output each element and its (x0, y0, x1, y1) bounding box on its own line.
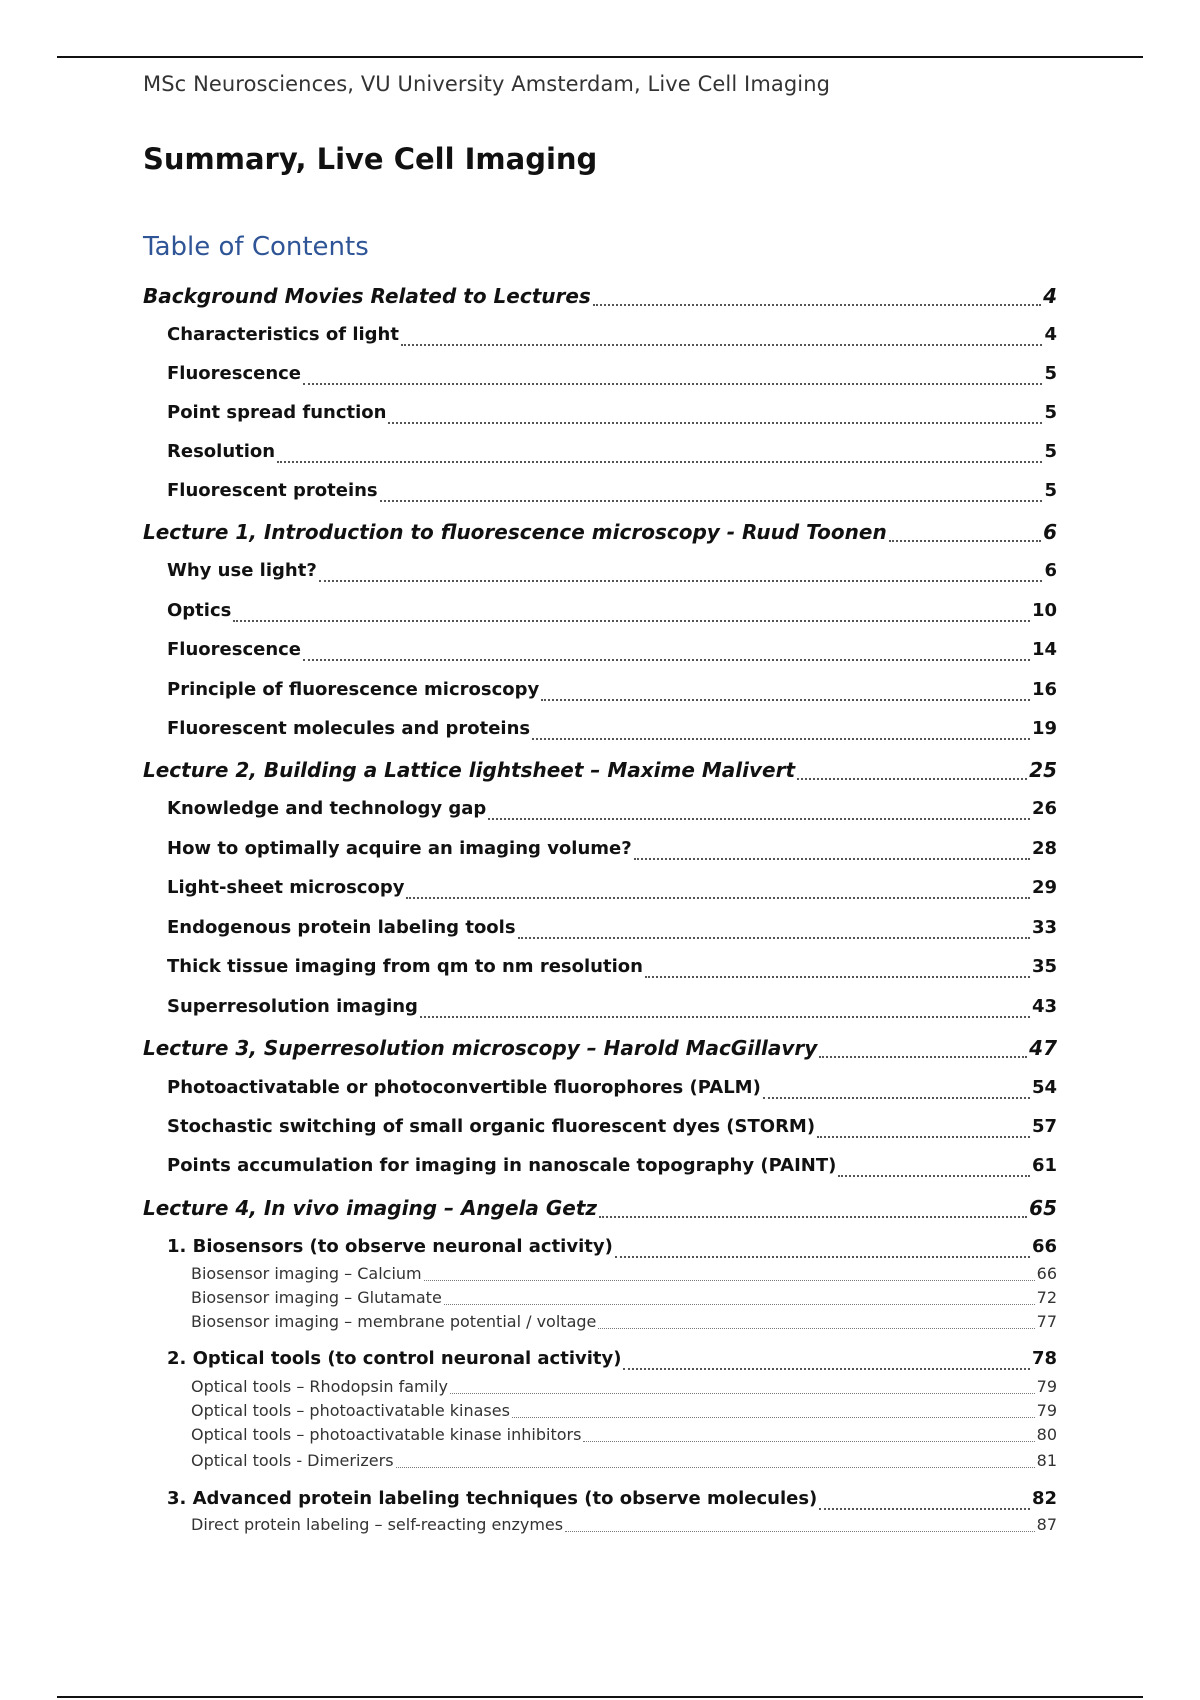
toc-entry-text: Optical tools – Rhodopsin family (191, 1377, 448, 1396)
dot-leader (623, 1368, 1029, 1370)
toc-entry-text: Lecture 4, In vivo imaging – Angela Getz (143, 1196, 598, 1220)
toc-entry[interactable] (143, 520, 1057, 548)
toc-entry-text: Why use light? (167, 560, 317, 581)
toc-entry[interactable] (191, 1401, 1057, 1423)
toc-entry-text: Point spread function (167, 402, 387, 423)
dot-leader (583, 1441, 1034, 1442)
dot-leader (388, 422, 1042, 424)
dot-leader (488, 818, 1030, 820)
dot-leader (645, 976, 1030, 978)
dot-leader (817, 1136, 1030, 1138)
top-rule (57, 56, 1143, 58)
toc-entry[interactable] (167, 363, 1057, 391)
toc-entry[interactable] (191, 1451, 1057, 1473)
toc-entry-page: 33 (1031, 917, 1057, 938)
bottom-rule (57, 1696, 1143, 1698)
dot-leader (518, 937, 1030, 939)
dot-leader (406, 897, 1030, 899)
toc-entry-page: 81 (1036, 1451, 1057, 1470)
toc-entry-text: Knowledge and technology gap (167, 798, 487, 819)
toc-entry-text: Optical tools – photoactivatable kinases (191, 1401, 510, 1420)
toc-entry-text: Endogenous protein labeling tools (167, 917, 516, 938)
dot-leader (599, 1216, 1027, 1218)
toc-heading: Table of Contents (143, 232, 369, 262)
dot-leader (380, 500, 1043, 502)
toc-entry-text: Direct protein labeling – self-reacting enzymes (191, 1515, 564, 1534)
toc-entry-page: 10 (1031, 600, 1057, 621)
toc-entry-page: 43 (1031, 996, 1057, 1017)
toc-entry[interactable] (167, 877, 1057, 905)
dot-leader (444, 1304, 1035, 1305)
toc-entry-page: 72 (1036, 1288, 1057, 1307)
toc-entry[interactable] (167, 838, 1057, 866)
toc-entry[interactable] (167, 560, 1057, 588)
toc-entry[interactable] (167, 639, 1057, 667)
toc-entry-text: Fluorescence (167, 639, 302, 660)
toc-entry-page: 66 (1031, 1236, 1057, 1257)
toc-entry-page: 4 (1043, 284, 1057, 308)
toc-entry[interactable] (167, 718, 1057, 746)
toc-entry[interactable] (167, 917, 1057, 945)
toc-entry-page: 28 (1031, 838, 1057, 859)
dot-leader (512, 1417, 1035, 1418)
toc-entry[interactable] (167, 1488, 1057, 1516)
toc-entry[interactable] (167, 798, 1057, 826)
toc-entry[interactable] (167, 441, 1057, 469)
dot-leader (889, 540, 1041, 542)
toc-entry-text: Superresolution imaging (167, 996, 418, 1017)
toc-entry-page: 35 (1031, 956, 1057, 977)
toc-entry-page: 5 (1044, 363, 1057, 384)
toc-entry-text: Light-sheet microscopy (167, 877, 405, 898)
dot-leader (565, 1531, 1035, 1532)
toc-entry[interactable] (167, 956, 1057, 984)
toc-entry-page: 61 (1031, 1155, 1057, 1176)
dot-leader (819, 1508, 1030, 1510)
running-head: MSc Neurosciences, VU University Amsterdam, Live Cell Imaging (143, 72, 831, 96)
dot-leader (303, 383, 1042, 385)
toc-entry-page: 14 (1031, 639, 1057, 660)
toc-entry-page: 79 (1036, 1377, 1057, 1396)
toc-entry[interactable] (191, 1515, 1057, 1537)
toc-entry-page: 26 (1031, 798, 1057, 819)
toc-entry-text: Biosensor imaging – Glutamate (191, 1288, 442, 1307)
toc-entry[interactable] (143, 1196, 1057, 1224)
toc-entry-text: Photoactivatable or photoconvertible fluorophores (PALM) (167, 1077, 761, 1098)
toc-entry[interactable] (191, 1288, 1057, 1310)
toc-entry-page: 66 (1036, 1264, 1057, 1283)
toc-entry-page: 4 (1044, 324, 1057, 345)
toc-entry-text: Optical tools - Dimerizers (191, 1451, 394, 1470)
toc-entry-page: 5 (1044, 480, 1057, 501)
toc-entry-page: 29 (1031, 877, 1057, 898)
toc-entry-page: 79 (1036, 1401, 1057, 1420)
toc-entry-page: 65 (1029, 1196, 1057, 1220)
dot-leader (396, 1467, 1035, 1468)
toc-entry-text: Fluorescence (167, 363, 302, 384)
document-title: Summary, Live Cell Imaging (143, 142, 598, 176)
toc-entry-text: How to optimally acquire an imaging volume? (167, 838, 632, 859)
toc-entry[interactable] (191, 1425, 1057, 1447)
toc-entry-page: 16 (1031, 679, 1057, 700)
toc-entry-text: Lecture 1, Introduction to fluorescence microscopy - Ruud Toonen (143, 520, 887, 544)
dot-leader (797, 778, 1027, 780)
toc-entry[interactable] (191, 1377, 1057, 1399)
dot-leader (420, 1016, 1030, 1018)
toc-entry-text: Thick tissue imaging from qm to nm resolution (167, 956, 643, 977)
toc-entry[interactable] (167, 600, 1057, 628)
toc-entry[interactable] (143, 284, 1057, 312)
toc-entry[interactable] (167, 996, 1057, 1024)
toc-entry-text: Stochastic switching of small organic fluorescent dyes (STORM) (167, 1116, 816, 1137)
dot-leader (424, 1280, 1035, 1281)
toc-entry[interactable] (167, 402, 1057, 430)
toc-entry[interactable] (167, 324, 1057, 352)
dot-leader (598, 1328, 1034, 1329)
toc-entry-text: Points accumulation for imaging in nanoscale topography (PAINT) (167, 1155, 837, 1176)
dot-leader (615, 1256, 1030, 1258)
dot-leader (593, 304, 1041, 306)
toc-entry[interactable] (167, 1116, 1057, 1144)
toc-entry-text: Lecture 3, Superresolution microscopy – Harold MacGillavry (143, 1036, 818, 1060)
toc-entry-text: 1. Biosensors (to observe neuronal activity) (167, 1236, 613, 1257)
toc-entry-page: 6 (1044, 560, 1057, 581)
toc-entry-page: 78 (1031, 1348, 1057, 1369)
toc-entry-text: Optical tools – photoactivatable kinase inhibitors (191, 1425, 582, 1444)
toc-entry-text: Lecture 2, Building a Lattice lightsheet – Maxime Malivert (143, 758, 796, 782)
toc-entry-page: 82 (1031, 1488, 1057, 1509)
toc-entry[interactable] (191, 1312, 1057, 1334)
toc-entry-text: Optics (167, 600, 232, 621)
dot-leader (838, 1175, 1030, 1177)
toc-entry-text: Fluorescent molecules and proteins (167, 718, 531, 739)
toc-entry-page: 80 (1036, 1425, 1057, 1444)
toc-entry-page: 19 (1031, 718, 1057, 739)
toc-entry-text: Characteristics of light (167, 324, 399, 345)
toc-entry-text: Biosensor imaging – membrane potential / voltage (191, 1312, 597, 1331)
toc-entry-text: 2. Optical tools (to control neuronal activity) (167, 1348, 622, 1369)
dot-leader (303, 659, 1030, 661)
dot-leader (401, 344, 1042, 346)
dot-leader (532, 738, 1030, 740)
toc-entry-page: 6 (1043, 520, 1057, 544)
toc-entry-text: 3. Advanced protein labeling techniques (to observe molecules) (167, 1488, 818, 1509)
toc-entry-text: Principle of fluorescence microscopy (167, 679, 540, 700)
toc-entry[interactable] (191, 1264, 1057, 1286)
dot-leader (763, 1097, 1030, 1099)
toc-entry[interactable] (167, 1077, 1057, 1105)
toc-entry[interactable] (143, 1036, 1057, 1064)
toc-entry[interactable] (167, 679, 1057, 707)
dot-leader (450, 1393, 1035, 1394)
toc-entry-text: Biosensor imaging – Calcium (191, 1264, 422, 1283)
toc-entry[interactable] (167, 480, 1057, 508)
toc-entry[interactable] (167, 1348, 1057, 1376)
toc-entry-page: 57 (1031, 1116, 1057, 1137)
toc-entry-page: 87 (1036, 1515, 1057, 1534)
dot-leader (819, 1056, 1027, 1058)
toc-entry-text: Fluorescent proteins (167, 480, 378, 501)
dot-leader (233, 620, 1030, 622)
dot-leader (277, 461, 1042, 463)
toc-entry-page: 5 (1044, 441, 1057, 462)
toc-entry-page: 47 (1029, 1036, 1057, 1060)
dot-leader (634, 858, 1030, 860)
toc-entry[interactable] (143, 758, 1057, 786)
toc-entry-page: 54 (1031, 1077, 1057, 1098)
toc-entry-text: Resolution (167, 441, 276, 462)
toc-entry-page: 77 (1036, 1312, 1057, 1331)
toc-entry-page: 5 (1044, 402, 1057, 423)
toc-entry-text: Background Movies Related to Lectures (143, 284, 591, 308)
dot-leader (541, 699, 1030, 701)
toc-entry[interactable] (167, 1155, 1057, 1183)
toc-entry[interactable] (167, 1236, 1057, 1264)
dot-leader (319, 580, 1043, 582)
toc-entry-page: 25 (1029, 758, 1057, 782)
